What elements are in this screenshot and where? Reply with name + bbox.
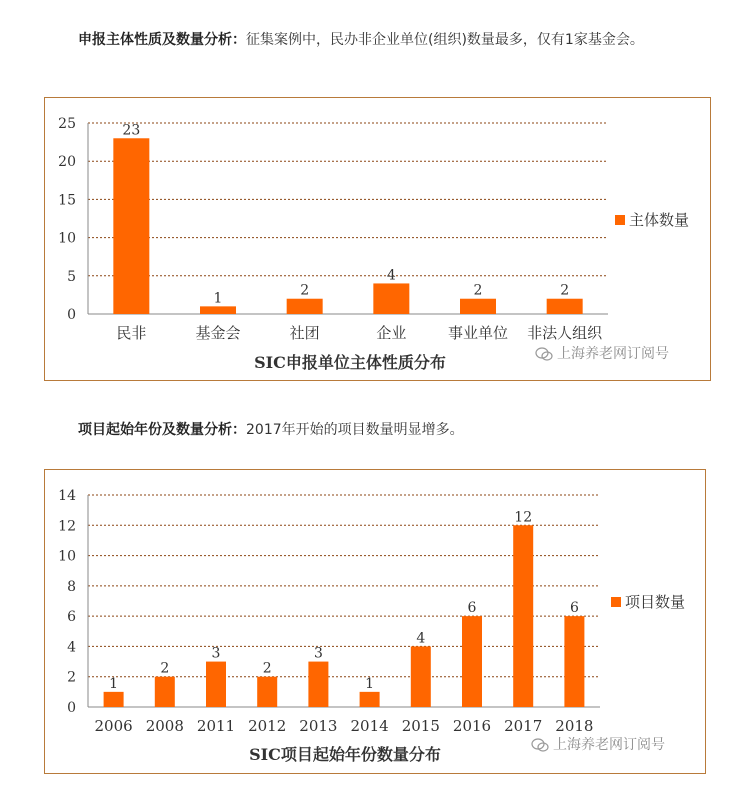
data-label: 2 <box>160 660 170 677</box>
chart1-frame <box>44 97 711 381</box>
chart1-svg <box>45 98 710 380</box>
wechat-icon <box>531 738 549 752</box>
legend-swatch <box>615 215 625 225</box>
bar <box>513 525 533 707</box>
data-label: 1 <box>365 675 375 692</box>
bar <box>460 299 496 314</box>
legend-swatch <box>611 597 621 607</box>
bar <box>200 306 236 314</box>
bar <box>547 299 583 314</box>
chart2-frame <box>44 469 706 774</box>
data-label: 3 <box>313 645 323 662</box>
bar <box>257 677 277 707</box>
chart2-svg <box>45 470 705 773</box>
y-tick-label: 6 <box>67 609 76 626</box>
data-label: 2 <box>262 660 272 677</box>
chart1-watermark <box>535 343 669 363</box>
y-tick-label: 8 <box>67 578 76 595</box>
x-tick-label: 2018 <box>555 717 594 735</box>
x-tick-label: 企业 <box>376 324 407 342</box>
y-tick-label: 20 <box>58 154 76 171</box>
y-tick-label: 5 <box>67 268 76 285</box>
data-label: 3 <box>211 645 221 662</box>
x-tick-label: 2016 <box>452 717 492 735</box>
bar <box>113 138 149 314</box>
x-tick-label: 2008 <box>145 717 184 735</box>
y-tick-label: 2 <box>67 669 76 686</box>
data-label: 6 <box>569 600 579 617</box>
chart2-watermark <box>531 734 665 754</box>
y-tick-label: 14 <box>58 488 76 504</box>
x-tick-label: 2017 <box>504 717 543 735</box>
data-label: 23 <box>122 122 141 139</box>
x-tick-label: 基金会 <box>195 324 241 342</box>
y-tick-label: 0 <box>67 700 76 716</box>
y-tick-label: 10 <box>58 230 76 247</box>
chart1-watermark-text: 上海养老网订阅号 <box>557 346 669 362</box>
x-tick-label: 2013 <box>299 717 338 735</box>
section1-heading: 申报主体性质及数量分析： <box>78 32 246 48</box>
data-label: 6 <box>467 600 477 617</box>
bar <box>206 662 226 707</box>
x-tick-label: 事业单位 <box>447 324 509 342</box>
bar <box>104 692 124 707</box>
x-tick-label: 2006 <box>94 717 133 735</box>
section1-text: 征集案例中，民办非企业单位(组织)数量最多，仅有1家基金会。 <box>246 32 644 48</box>
bar <box>360 692 380 707</box>
x-tick-label: 2012 <box>248 717 287 735</box>
x-tick-label: 2015 <box>401 717 440 735</box>
section2-text: 2017年开始的项目数量明显增多。 <box>246 422 464 438</box>
x-tick-label: 2011 <box>196 717 236 735</box>
chart-title: SIC项目起始年份数量分布 <box>249 745 441 764</box>
data-label: 2 <box>473 282 483 299</box>
x-tick-label: 社团 <box>289 324 320 342</box>
y-tick-label: 10 <box>58 548 76 565</box>
y-tick-label: 25 <box>58 116 76 132</box>
bar <box>308 662 328 707</box>
legend-label: 项目数量 <box>625 593 686 611</box>
y-tick-label: 0 <box>67 307 76 323</box>
data-label: 1 <box>109 675 119 692</box>
section2-heading: 项目起始年份及数量分析： <box>78 422 246 438</box>
x-tick-label: 民非 <box>116 324 147 342</box>
bar <box>287 299 323 314</box>
data-label: 2 <box>300 282 310 299</box>
bar <box>462 616 482 707</box>
x-tick-label: 2014 <box>350 717 389 735</box>
data-label: 12 <box>514 509 533 526</box>
x-tick-label: 非法人组织 <box>527 324 603 342</box>
section1-paragraph <box>78 30 644 50</box>
y-tick-label: 4 <box>67 639 76 656</box>
section2-paragraph <box>78 420 464 440</box>
data-label: 1 <box>213 290 223 307</box>
data-label: 2 <box>560 282 570 299</box>
bar <box>155 677 175 707</box>
bar <box>564 616 584 707</box>
y-tick-label: 15 <box>58 192 76 209</box>
data-label: 4 <box>386 267 396 284</box>
bar <box>411 646 431 707</box>
wechat-icon <box>535 347 553 361</box>
chart2-watermark-text: 上海养老网订阅号 <box>553 737 665 753</box>
data-label: 4 <box>416 630 426 647</box>
chart-title: SIC申报单位主体性质分布 <box>254 353 446 372</box>
bar <box>373 283 409 314</box>
legend-label: 主体数量 <box>629 211 690 229</box>
y-tick-label: 12 <box>58 518 76 535</box>
